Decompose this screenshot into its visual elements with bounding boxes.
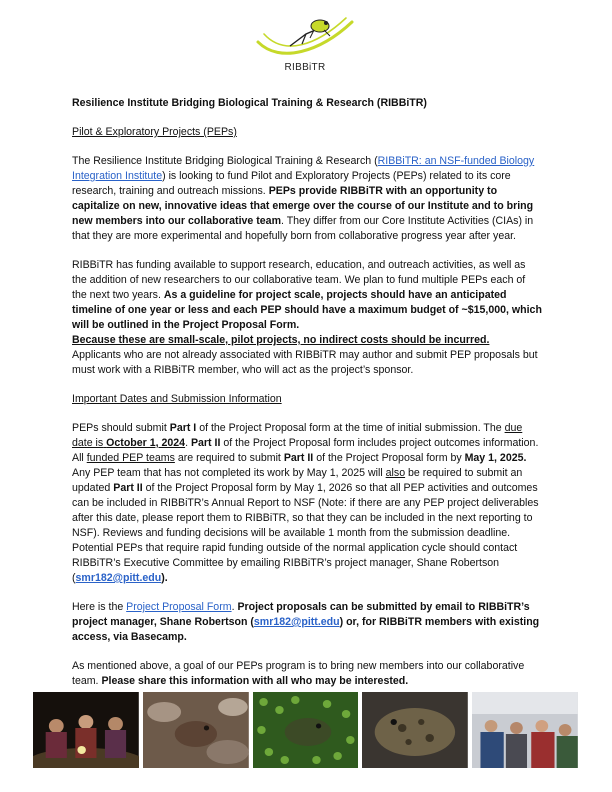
due-date: October 1, 2024 [106, 437, 186, 449]
photo-frog-leaves [143, 692, 249, 768]
text: of the Project Proposal form by May 1, 2026 so that all PEP activities and outcomes can be included in RIBBiTR’s Annual Report to NSF (Note: if there are any PEP project deliverables after this date, please report them to RIBBiTR, so that they can be included in the next reporting to NSF). Reviews and funding decisions will be available 1 month from the submission deadline. Potential PEPs that require rapid funding outside of the normal application cycle should contact RIBBiTR’s Executive Committee by emailing RIBBiTR’s project manager, Shane Robertson ( [72, 482, 539, 584]
bold-text: PEPs provide RIBBiTR with an opportunity to capitalize on new, innovative ideas that emerge over the course of our Institute and to bring new members into our collaborative team [72, 185, 534, 227]
photo-classroom-group [472, 692, 578, 768]
text: of the Project Proposal form includes project outcomes information. All [72, 437, 539, 464]
logo-text: RIBBiTR [284, 62, 326, 73]
project-proposal-form-link[interactable]: Project Proposal Form [126, 601, 232, 613]
text: of the Project Proposal form at the time of initial submission. The [196, 422, 505, 434]
text: PEPs should submit [72, 422, 170, 434]
photo-frog-duckweed [253, 692, 359, 768]
text: . [185, 437, 191, 449]
section-heading-dates: Important Dates and Submission Information [72, 393, 282, 405]
paragraph-dates [72, 421, 542, 586]
frog-logo-icon [250, 12, 360, 62]
text: ) is looking to fund Pilot and Exploratory Projects (PEPs) related to its core research, training and outreach missions. [72, 170, 511, 197]
underlined-text: due date is [72, 422, 523, 449]
text: RIBBiTR has funding available to support research, education, and outreach activities, as well as the addition of new researchers to our collaborative team. We plan to fund multiple PEPs each of the next two years. [72, 259, 526, 301]
bold-text: ). [161, 572, 168, 584]
bold-text: May 1, 2025. [464, 452, 527, 464]
paragraph-funding [72, 258, 542, 378]
document-title: Resilience Institute Bridging Biological Training & Research (RIBBiTR) [72, 97, 427, 109]
text: be required to submit an updated [72, 467, 523, 494]
text: Any PEP team that has not completed its work by May 1, 2025 will [72, 467, 386, 479]
bold-text: Part II [190, 437, 221, 449]
underlined-text: funded PEP teams [86, 452, 175, 464]
text: of the Project Proposal form by [313, 452, 465, 464]
email-link[interactable]: smr182@pitt.edu [253, 616, 340, 628]
underlined-text: also [385, 467, 406, 479]
text: The Resilience Institute Bridging Biological Training & Research ( [72, 155, 378, 167]
text: . [231, 601, 238, 613]
paragraph-intro [72, 154, 542, 244]
bold-text: ) or, for RIBBiTR members with existing access, via Basecamp. [72, 616, 540, 643]
paragraph-share [72, 659, 542, 689]
photo-strip [33, 692, 578, 768]
bold-text: Please share this information with all who may be interested. [101, 675, 409, 687]
bold-text: Part II [283, 452, 314, 464]
bold-text: Part I [169, 422, 197, 434]
ribbitr-nsf-link[interactable]: RIBBiTR: an NSF-funded Biology Integration Institute [72, 155, 535, 182]
text: . They differ from our Core Institute Activities (CIAs) in that they are more experimental and hopefully born from collaborative progress year after year. [72, 215, 534, 242]
ribbitr-logo [250, 12, 360, 80]
text: are required to submit [174, 452, 284, 464]
indirect-costs-note: Because these are small-scale, pilot projects, no indirect costs should be incurred. [72, 334, 490, 346]
section-heading-peps: Pilot & Exploratory Projects (PEPs) [72, 126, 237, 138]
photo-field-team-night [33, 692, 139, 768]
text: Here is the [72, 601, 127, 613]
paragraph-submission [72, 600, 542, 645]
document-body [72, 96, 542, 703]
photo-frog-closeup [362, 692, 468, 768]
text: As mentioned above, a goal of our PEPs program is to bring new members into our collaborative team. [72, 660, 525, 687]
bold-text: Project proposals can be submitted by email to RIBBiTR’s project manager, Shane Robertson ( [72, 601, 530, 628]
bold-text: Part II [113, 482, 143, 494]
email-link[interactable]: smr182@pitt.edu [75, 572, 162, 584]
text: Applicants who are not already associated with RIBBiTR may author and submit PEP proposals but must work with a RIBBiTR member, who will act as the project’s sponsor. [72, 349, 538, 376]
bold-text: As a guideline for project scale, projects should have an anticipated timeline of one year or less and each PEP should have a maximum budget of ~$15,000, which will be outlined in the Project Proposal Form. [72, 289, 542, 331]
